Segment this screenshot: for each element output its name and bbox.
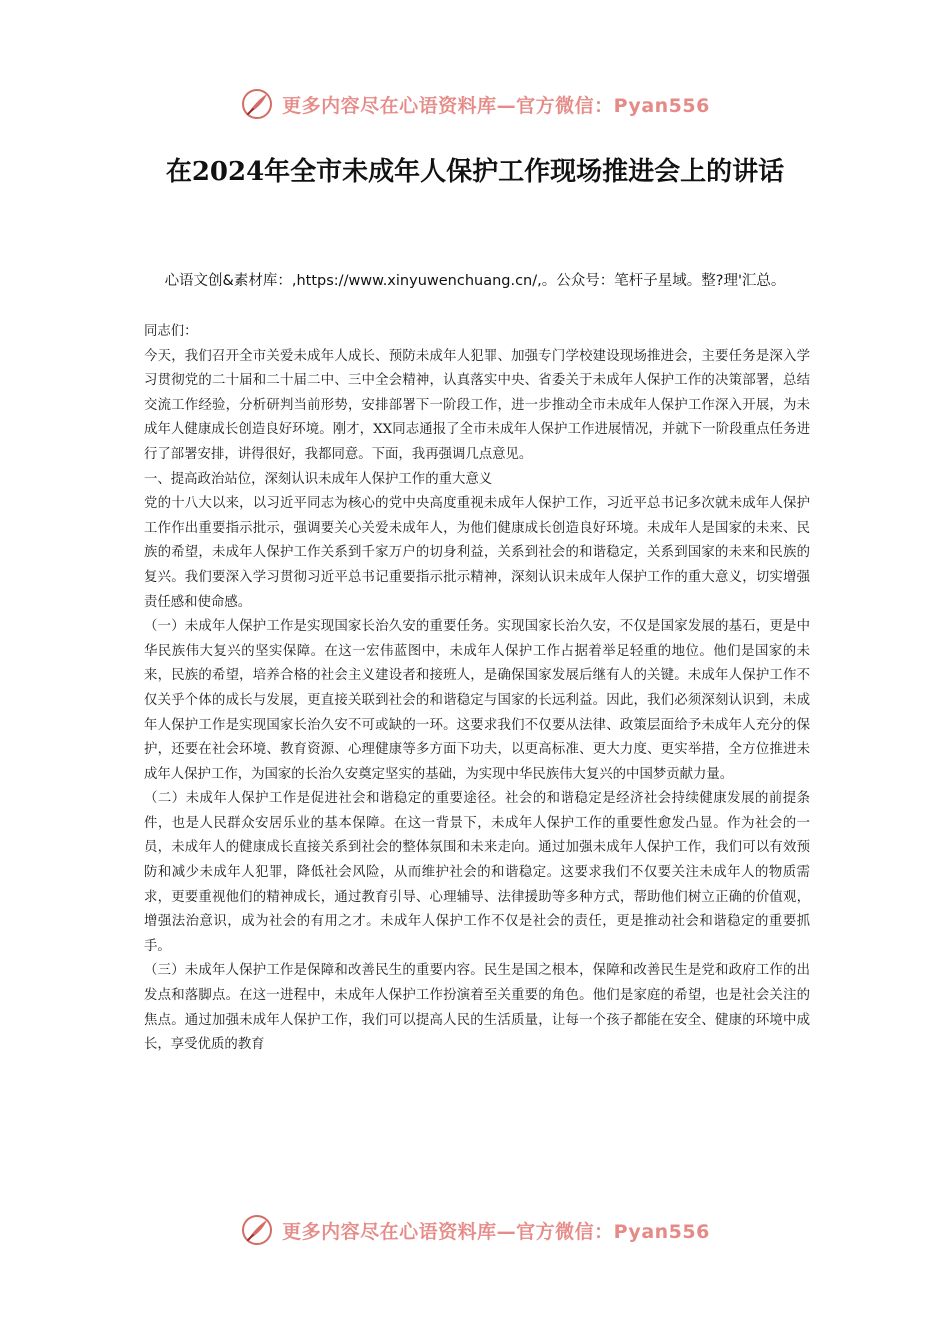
paragraph: （二）未成年人保护工作是促进社会和谐稳定的重要途径。社会的和谐稳定是经济社会持续健康发展的前提条件，也是人民群众安居乐业的基本保障。在这一背景下，未成年人保护工作的重要性愈发凸显。作为社会的一员，未成年人的健康成长直接关系到社会的整体氛围和未来走向。通过加强未成年人保护工作，我们可以有效预防和减少未成年人犯罪，降低社会风险，从而维护社会的和谐稳定。这要求我们不仅要关注未成年人的物质需求，更要重视他们的精神成长，通过教育引导、心理辅导、法律援助等多种方式，帮助他们树立正确的价值观，增强法治意识，成为社会的有用之才。未成年人保护工作不仅是社会的责任，更是推动社会和谐稳定的重要抓手。 (144, 791, 810, 954)
header-watermark (0, 84, 950, 124)
watermark-text: 更多内容尽在心语资料库—官方微信：Pyan556 (282, 94, 710, 117)
watermark-text: 更多内容尽在心语资料库—官方微信：Pyan556 (282, 1220, 710, 1243)
paragraph: （三）未成年人保护工作是保障和改善民生的重要内容。民生是国之根本，保障和改善民生是党和政府工作的出发点和落脚点。在这一进程中，未成年人保护工作扮演着至关重要的角色。他们是家庭的希望，也是社会关注的焦点。通过加强未成年人保护工作，我们可以提高人民的生活质量，让每一个孩子都能在安全、健康的环境中成长，享受优质的教育 (144, 963, 810, 1053)
salutation: 同志们： (144, 324, 198, 339)
paragraph: （一）未成年人保护工作是实现国家长治久安的重要任务。实现国家长治久安，不仅是国家发展的基石，更是中华民族伟大复兴的坚实保障。在这一宏伟蓝图中，未成年人保护工作占据着举足轻重的地位。他们是国家的未来，民族的希望，培养合格的社会主义建设者和接班人，是确保国家发展后继有人的关键。未成年人保护工作不仅关乎个体的成长与发展，更直接关联到社会的和谐稳定与国家的长远利益。因此，我们必须深刻认识到，未成年人保护工作是实现国家长治久安不可或缺的一环。这要求我们不仅要从法律、政策层面给予未成年人充分的保护，还要在社会环境、教育资源、心理健康等多方面下功夫，以更高标准、更大力度、更实举措，全方位推进未成年人保护工作，为国家的长治久安奠定坚实的基础，为实现中华民族伟大复兴的中国梦贡献力量。 (144, 619, 810, 782)
footer-watermark (0, 1210, 950, 1250)
quill-logo-icon (240, 87, 274, 121)
source-line: 心语文创&素材库：,https://www.xinyuwenchuang.cn/,。公众号：笔杆子星域。整?理'汇总。 (164, 273, 786, 289)
quill-logo-icon (240, 1213, 274, 1247)
document-body (144, 320, 810, 1058)
paragraph: 党的十八大以来，以习近平同志为核心的党中央高度重视未成年人保护工作，习近平总书记多次就未成年人保护工作作出重要指示批示，强调要关心关爱未成年人，为他们健康成长创造良好环境。未成年人是国家的未来、民族的希望，未成年人保护工作关系到千家万户的切身利益，关系到社会的和谐稳定，关系到国家的未来和民族的复兴。我们要深入学习贯彻习近平总书记重要指示批示精神，深刻认识未成年人保护工作的重大意义，切实增强责任感和使命感。 (144, 496, 810, 610)
document-title: 在2024年全市未成年人保护工作现场推进会上的讲话 (165, 157, 785, 187)
section-heading: 一、提高政治站位，深刻认识未成年人保护工作的重大意义 (144, 471, 493, 487)
paragraph: 今天，我们召开全市关爱未成年人成长、预防未成年人犯罪、加强专门学校建设现场推进会，主要任务是深入学习贯彻党的二十届和二十届二中、三中全会精神，认真落实中央、省委关于未成年人保护工作的决策部署，总结交流工作经验，分析研判当前形势，安排部署下一阶段工作，进一步推动全市未成年人保护工作深入开展，为未成年人健康成长创造良好环境。刚才，XX同志通报了全市未成年人保护工作进展情况，并就下一阶段重点任务进行了部署安排，讲得很好，我都同意。下面，我再强调几点意见。 (144, 348, 810, 462)
